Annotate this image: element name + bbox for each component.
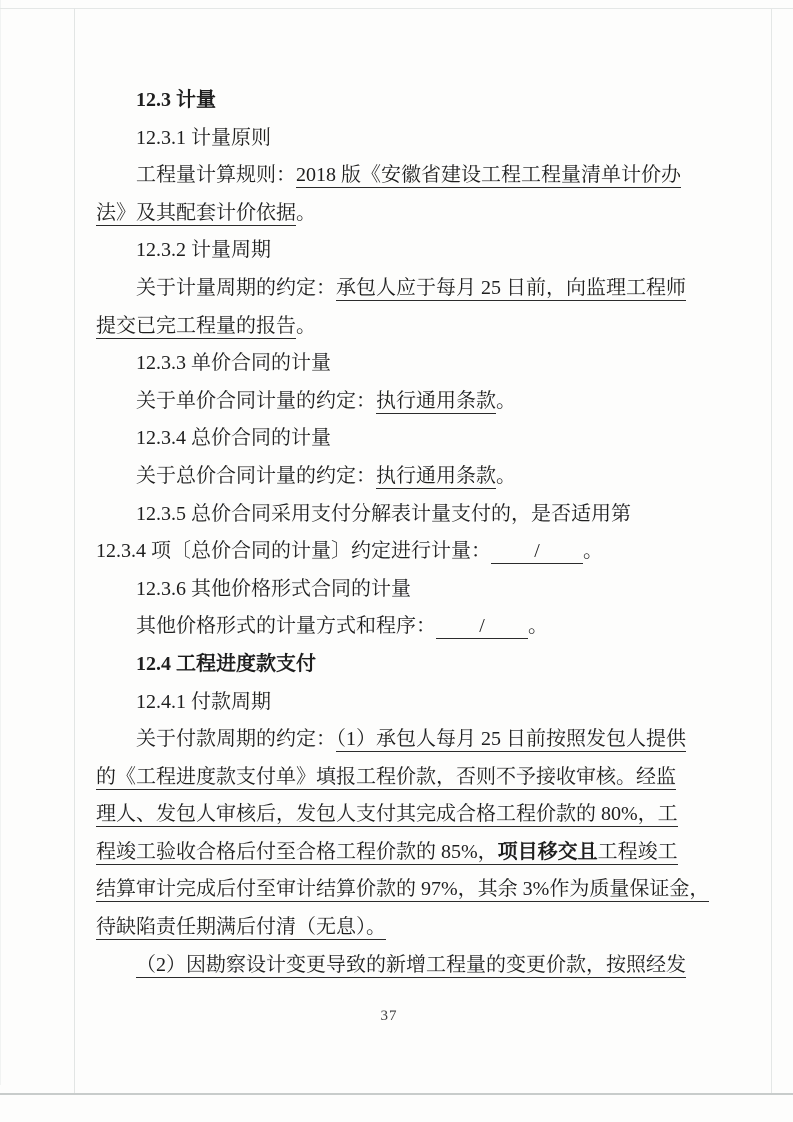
text-segment: 12.3.2 计量周期 bbox=[136, 239, 271, 262]
page-edge-bottom bbox=[0, 1093, 793, 1095]
text-line bbox=[96, 759, 682, 797]
text-segment: 。 bbox=[583, 540, 603, 563]
text-line bbox=[96, 383, 682, 421]
text-line bbox=[96, 420, 682, 458]
text-segment: 工程竣工 bbox=[597, 840, 678, 863]
page-edge-left bbox=[74, 8, 75, 1094]
text-segment: 12.3.5 总价合同采用支付分解表计量支付的，是否适用第 bbox=[136, 502, 631, 525]
text-segment: 12.3.6 其他价格形式合同的计量 bbox=[136, 577, 411, 600]
text-segment: 的《工程进度款支付单》填报工程价款，否则不予接收审核。经监 bbox=[96, 765, 676, 788]
text-line bbox=[96, 232, 682, 270]
text-segment: 项目移交且 bbox=[497, 840, 598, 863]
text-line bbox=[96, 571, 682, 609]
text-segment: 12.4.1 付款周期 bbox=[136, 690, 271, 713]
text-line bbox=[96, 608, 682, 646]
text-line bbox=[96, 270, 686, 308]
fill-in-blank: / bbox=[436, 615, 528, 639]
text-line bbox=[96, 533, 682, 571]
text-segment: 结算审计完成后付至审计结算价款的 97%，其余 3%作为质量保证金， bbox=[96, 878, 710, 901]
text-line bbox=[96, 721, 686, 759]
text-segment: 程竣工验收合格后付至合格工程价款的 85%， bbox=[96, 840, 498, 863]
text-segment: 关于计量周期的约定： bbox=[136, 276, 336, 299]
text-segment: 关于总价合同计量的约定： bbox=[136, 464, 376, 487]
text-line bbox=[96, 120, 682, 158]
text-segment: 法》及其配套计价依据 bbox=[96, 201, 296, 224]
text-segment: 12.3 计量 bbox=[136, 89, 216, 111]
text-segment: （1）承包人每月 25 日前按照发包人提供 bbox=[336, 728, 686, 751]
text-segment: 12.3.4 总价合同的计量 bbox=[136, 427, 331, 450]
text-segment: 12.3.1 计量原则 bbox=[136, 126, 271, 149]
text-segment: 12.4 工程进度款支付 bbox=[136, 652, 316, 675]
fill-in-blank: / bbox=[491, 540, 583, 564]
text-segment: 执行通用条款 bbox=[376, 389, 496, 412]
text-segment: 提交已完工程量的报告 bbox=[96, 314, 296, 337]
text-line bbox=[96, 496, 682, 534]
text-segment: 待缺陷责任期满后付清（无息）。 bbox=[96, 916, 386, 939]
text-segment: 。 bbox=[496, 389, 516, 412]
text-line bbox=[96, 684, 682, 722]
text-segment: 。 bbox=[496, 464, 516, 487]
page-edge-right bbox=[771, 8, 772, 1094]
text-segment: 关于单价合同计量的约定： bbox=[136, 389, 376, 412]
text-line bbox=[96, 308, 682, 346]
text-line bbox=[96, 871, 710, 909]
text-line bbox=[96, 909, 682, 947]
text-segment: 。 bbox=[296, 314, 316, 337]
text-line bbox=[96, 157, 682, 195]
text-segment: 理人、发包人审核后，发包人支付其完成合格工程价款的 80%，工 bbox=[96, 803, 678, 826]
text-segment: （2）因勘察设计变更导致的新增工程量的变更价款，按照经发 bbox=[136, 953, 686, 976]
text-segment: 2018 版《安徽省建设工程工程量清单计价办 bbox=[296, 164, 681, 187]
text-segment: 12.3.3 单价合同的计量 bbox=[136, 352, 331, 375]
scan-fold-line bbox=[0, 0, 1, 1085]
text-segment: 工程量计算规则： bbox=[136, 164, 296, 187]
text-segment: 关于付款周期的约定： bbox=[136, 728, 336, 751]
text-line bbox=[96, 796, 682, 834]
page-edge-top bbox=[0, 8, 793, 9]
text-segment: 执行通用条款 bbox=[376, 464, 496, 487]
text-line bbox=[96, 458, 682, 496]
document-body bbox=[96, 82, 710, 984]
text-line bbox=[96, 834, 682, 872]
text-line bbox=[96, 646, 682, 684]
text-segment: 。 bbox=[296, 201, 316, 224]
text-line bbox=[96, 345, 682, 383]
text-line bbox=[96, 82, 682, 120]
text-line bbox=[96, 947, 686, 985]
page-number: 37 bbox=[380, 1008, 398, 1024]
text-line bbox=[96, 195, 682, 233]
text-segment: 12.3.4 项〔总价合同的计量〕约定进行计量： bbox=[96, 540, 491, 563]
text-segment: 其他价格形式的计量方式和程序： bbox=[136, 615, 436, 638]
text-segment: 。 bbox=[528, 615, 548, 638]
text-segment: 承包人应于每月 25 日前，向监理工程师 bbox=[336, 276, 686, 299]
